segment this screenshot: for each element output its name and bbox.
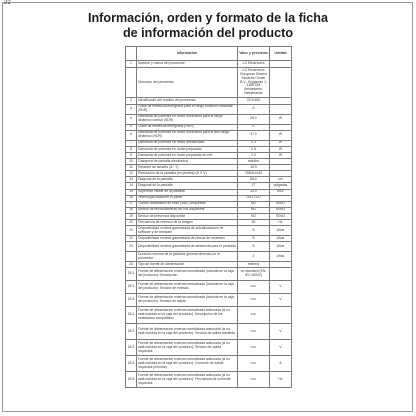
row-value: n.a.: [238, 372, 270, 388]
page-number: 22: [4, 0, 11, 6]
row-value: monitor: [238, 159, 270, 165]
row-unit: pulgadas: [270, 183, 292, 189]
row-unit: [270, 268, 292, 281]
row-information: Fuente de alimentación externa normalizada (incluida en la caja del producto): Descripción: [137, 268, 238, 281]
row-number: 3: [126, 104, 137, 114]
row-information: Disponibilidad mínima garantizada de piezas de recambio: [137, 236, 238, 242]
row-information: Nombre y marca del proveedor: [137, 61, 238, 68]
row-number: 19: [126, 213, 137, 219]
row-information: Sensor de presencia disponible: [137, 213, 238, 219]
row-unit: W: [270, 153, 292, 159]
row-value: 2: [238, 252, 270, 262]
row-value: LED LCD: [238, 195, 270, 201]
table-row: [126, 242, 292, 252]
row-number: 16: [126, 195, 137, 201]
row-information: Categoría de pantalla electrónica: [137, 159, 238, 165]
row-number: [126, 252, 137, 262]
table-row: [126, 281, 292, 294]
table-row: [126, 97, 292, 104]
table-row: [126, 340, 292, 356]
row-number: 17: [126, 201, 137, 207]
row-unit: Hz: [270, 372, 292, 388]
row-information: Diagonal de la pantalla: [137, 177, 238, 183]
row-information: Disponibilidad mínima garantizada de actualizaciones de software y de firmware: [137, 226, 238, 236]
row-number: 9: [126, 153, 137, 159]
row-number: 2: [126, 97, 137, 104]
row-information: Demanda de potencia en modo encendido para el rango dinámico normal (SDR): [137, 114, 238, 124]
row-number: 26.1: [126, 307, 137, 324]
table-row: [126, 294, 292, 307]
row-information: Identificador del modelo del proveedor: [137, 97, 238, 104]
row-number: 26.4: [126, 356, 137, 372]
row-number: 10: [126, 159, 137, 165]
row-number: 5: [126, 124, 137, 130]
title-line-1: Información, orden y formato de la ficha: [87, 11, 329, 25]
row-number: 20: [126, 220, 137, 226]
row-information: Relación de tamaño (A : Y): [137, 165, 238, 171]
header-information: Información: [137, 47, 238, 61]
row-information: Fuente de alimentación externa normalizada adecuada (si no está incluida en la caja del producto): Tensión de salida requerida: [137, 340, 238, 356]
row-information: Diagonal de la pantalla: [137, 183, 238, 189]
table-row: [126, 324, 292, 340]
row-information: Fuente de alimentación externa normalizada adecuada (si no está incluida en la caja del producto): Corriente de salida requerida (mínima): [137, 356, 238, 372]
row-value: n.a.: [238, 324, 270, 340]
row-information: Demanda de potencia en modo preparado: [137, 146, 238, 152]
row-unit: Años: [270, 242, 292, 252]
row-value: 16:9: [238, 165, 270, 171]
table-row: [126, 307, 292, 324]
row-number: 23: [126, 242, 137, 252]
document-title: [20, 11, 396, 41]
row-value: 8: [238, 242, 270, 252]
row-value: 0.3: [238, 140, 270, 146]
row-information: Tecnología usada en el panel: [137, 195, 238, 201]
row-information: Fuente de alimentación externa normalizada (incluida en la caja del producto): Tensión de salida: [137, 294, 238, 307]
row-unit: [270, 61, 292, 68]
row-information: Fuente de alimentación externa normalizada adecuada (si no está incluida en la caja del producto): Tensión de salida admitida: [137, 324, 238, 340]
row-number: 4: [126, 114, 137, 124]
table-row: [126, 104, 292, 114]
row-value: n.a.: [238, 340, 270, 356]
table-row: [126, 372, 292, 388]
row-unit: SÍ/NO: [270, 201, 292, 207]
row-number: 25.3: [126, 294, 137, 307]
row-unit: W: [270, 130, 292, 140]
row-value: n.a.: [238, 307, 270, 324]
table-row: [126, 226, 292, 236]
row-unit: [270, 68, 292, 98]
header-number: [126, 47, 137, 61]
row-unit: W: [270, 114, 292, 124]
row-unit: [270, 307, 292, 324]
row-information: Demanda de potencia en modo preparado en red: [137, 153, 238, 159]
row-value: 37.0: [238, 130, 270, 140]
row-value: 28.0: [238, 114, 270, 124]
row-number: 24: [126, 262, 137, 268]
row-number: 26.3: [126, 340, 137, 356]
header-unit: Unidad: [270, 47, 292, 61]
row-number: [126, 68, 137, 98]
table-row: [126, 130, 292, 140]
row-number: 8: [126, 146, 137, 152]
row-unit: A: [270, 356, 292, 372]
row-number: 1: [126, 61, 137, 68]
row-value: 8: [238, 236, 270, 242]
row-number: 14: [126, 183, 137, 189]
product-information-table: [125, 46, 292, 388]
row-unit: V: [270, 324, 292, 340]
table-row: [126, 61, 292, 68]
title-line-2: de información del producto: [122, 26, 294, 40]
row-unit: V: [270, 294, 292, 307]
row-number: 13: [126, 177, 137, 183]
row-number: 21: [126, 226, 137, 236]
row-unit: Años: [270, 252, 292, 262]
row-information: Sensor de reconocimiento de voz disponible: [137, 207, 238, 213]
row-unit: Hz: [270, 220, 292, 226]
row-information: Demanda de potencia en modo desactivado: [137, 140, 238, 146]
row-value: n.a.: [238, 281, 270, 294]
row-unit: Años: [270, 236, 292, 242]
row-unit: V: [270, 340, 292, 356]
row-number: 12: [126, 171, 137, 177]
row-information: Control automático de brillo (ABC) disponible: [137, 201, 238, 207]
row-number: 6: [126, 130, 137, 140]
row-unit: V: [270, 281, 292, 294]
row-value: externa: [238, 262, 270, 268]
row-information: Superficie visible de la pantalla: [137, 189, 238, 195]
row-information: Dirección del proveedor: [137, 68, 238, 98]
table-row: [126, 252, 292, 262]
row-value: 8: [238, 226, 270, 236]
row-information: Duración mínima de la garantía general ofrecida por el proveedor: [137, 252, 238, 262]
row-value: G: [238, 104, 270, 114]
row-value: 2560x1440: [238, 171, 270, 177]
row-unit: cm: [270, 177, 292, 183]
row-value: 20.0: [238, 189, 270, 195]
row-unit: W: [270, 146, 292, 152]
table-row: [126, 68, 292, 98]
row-number: 11: [126, 165, 137, 171]
table-header-row: [126, 47, 292, 61]
row-value: n.a.: [238, 356, 270, 372]
table-row: [126, 356, 292, 372]
row-value: no standard (EN: IEC 63002): [238, 268, 270, 281]
row-number: 18: [126, 207, 137, 213]
row-value: NO: [238, 213, 270, 219]
row-information: Disponibilidad mínima garantizada de asistencia para el producto: [137, 242, 238, 252]
row-unit: W: [270, 140, 292, 146]
row-value: LG Electronics European Shared Services Center B.V., Krijgsman 1, 1186 DM Amstelveen, Netherlands: [238, 68, 270, 98]
table-row: [126, 114, 292, 124]
row-value: n.a.: [238, 294, 270, 307]
row-number: 7: [126, 140, 137, 146]
row-information: Fuente de alimentación externa normalizada adecuada (si no está incluida en la caja del producto): Frecuencia de corriente requerida: [137, 372, 238, 388]
row-number: 26.2: [126, 324, 137, 340]
row-unit: SÍ/NO: [270, 207, 292, 213]
row-value: 2.0: [238, 153, 270, 159]
table-body: [126, 61, 292, 388]
row-information: Tipo de fuente de alimentación: [137, 262, 238, 268]
table-row: [126, 268, 292, 281]
row-number: 25.2: [126, 281, 137, 294]
row-number: 26.5: [126, 372, 137, 388]
row-number: 25.1: [126, 268, 137, 281]
row-number: 15: [126, 189, 137, 195]
row-information: Frecuencia de refresco de la imagen: [137, 220, 238, 226]
row-value: NO: [238, 201, 270, 207]
row-number: 22: [126, 236, 137, 242]
row-unit: [270, 97, 292, 104]
row-information: Resolución de la pantalla (en píxeles) (H X V): [137, 171, 238, 177]
row-information: Demanda de potencia en modo encendido para el alto rango dinámico (HDR): [137, 130, 238, 140]
row-value: LG Electronics: [238, 61, 270, 68]
row-unit: Años: [270, 226, 292, 236]
row-value: G: [238, 124, 270, 130]
row-information: Clase de eficiencia energética (HDR): [137, 124, 238, 130]
row-value: 68.6: [238, 177, 270, 183]
row-value: 27: [238, 183, 270, 189]
row-information: Fuente de alimentación externa normalizada (incluida en la caja del producto): Tensión de entrada: [137, 281, 238, 294]
row-value: NO: [238, 207, 270, 213]
row-information: Fuente de alimentación externa normalizada adecuada (si no está incluida en la caja del producto): Descripción de los estándares compatibles: [137, 307, 238, 324]
row-value: 60: [238, 220, 270, 226]
row-value: 37LK450: [238, 97, 270, 104]
row-information: Clase de eficiencia energética para el rango dinámico estándar (SDR): [137, 104, 238, 114]
header-value: Valor y precisión: [238, 47, 270, 61]
row-value: 0.5: [238, 146, 270, 152]
row-unit: [270, 104, 292, 114]
row-unit: SÍ/NO: [270, 213, 292, 219]
row-unit: dm2: [270, 189, 292, 195]
